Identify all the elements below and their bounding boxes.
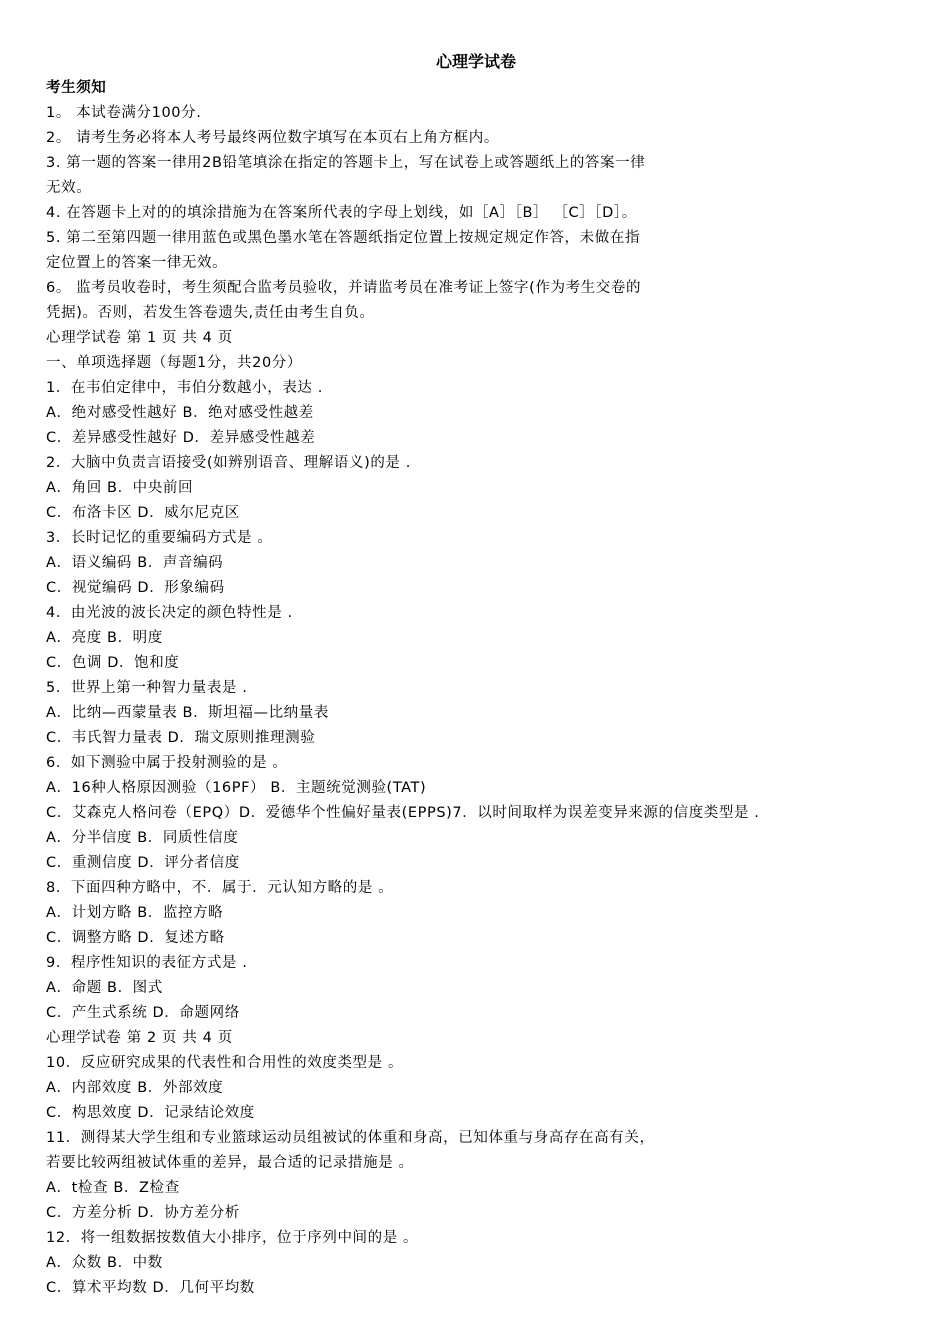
question-options: A．语义编码 B．声音编码 — [46, 555, 224, 571]
question: 11．测得某大学生组和专业篮球运动员组被试的体重和身高，已知体重与身高存在高有关， — [46, 1130, 655, 1146]
question-options: A．16种人格原因测验（16PF） B．主题统觉测验(TAT) — [46, 780, 427, 796]
question: 10．反应研究成果的代表性和合用性的效度类型是 。 — [46, 1055, 404, 1071]
question: 若要比较两组被试体重的差异，最合适的记录措施是 。 — [46, 1155, 414, 1171]
notice-item: 凭据)。否则，若发生答卷遗失,责任由考生自负。 — [46, 305, 375, 321]
question: 4．由光波的波长决定的颜色特性是 . — [46, 605, 293, 621]
question: 2．大脑中负责言语接受(如辨别语音、理解语义)的是 . — [46, 455, 411, 471]
question: 9．程序性知识的表征方式是 . — [46, 955, 248, 971]
notice-item: 3. 第一题的答案一律用2B铅笔填涂在指定的答题卡上，写在试卷上或答题纸上的答案一律 — [46, 155, 646, 171]
notice-item: 5. 第二至第四题一律用蓝色或黑色墨水笔在答题纸指定位置上按规定规定作答，未做在指 — [46, 230, 641, 246]
notice-item: 2。 请考生务必将本人考号最终两位数字填写在本页右上角方框内。 — [46, 130, 499, 146]
question-options: C．方差分析 D．协方差分析 — [46, 1205, 240, 1221]
question-options: A．计划方略 B．监控方略 — [46, 905, 224, 921]
question-options: A．亮度 B．明度 — [46, 630, 163, 646]
question-options: A．众数 B．中数 — [46, 1255, 163, 1271]
question: 8．下面四种方略中，不．属于．元认知方略的是 。 — [46, 880, 394, 896]
question-options: A．角回 B．中央前回 — [46, 480, 194, 496]
question-options: C．算术平均数 D．几何平均数 — [46, 1280, 255, 1296]
page-footer: 心理学试卷 第 1 页 共 4 页 — [46, 330, 233, 346]
notice-heading: 考生须知 — [46, 80, 107, 96]
question-options: A．命题 B．图式 — [46, 980, 163, 996]
page-footer: 心理学试卷 第 2 页 共 4 页 — [46, 1030, 233, 1046]
question-options: A．比纳—西蒙量表 B．斯坦福—比纳量表 — [46, 705, 329, 721]
question-options: C．艾森克人格问卷（EPQ）D．爱德华个性偏好量表(EPPS)7．以时间取样为误差变异来源的信度类型是 . — [46, 805, 760, 821]
question-options: C．韦氏智力量表 D．瑞文原则推理测验 — [46, 730, 316, 746]
page-title: 心理学试卷 — [435, 52, 516, 71]
question-options: C．重测信度 D．评分者信度 — [46, 855, 240, 871]
notice-item: 无效。 — [46, 180, 92, 196]
question-options: C．构思效度 D．记录结论效度 — [46, 1105, 255, 1121]
notice-item: 4. 在答题卡上对的的填涂措施为在答案所代表的字母上划线，如［A］［B］ ［C］［D］。 — [46, 205, 637, 221]
question-options: C．产生式系统 D．命题网络 — [46, 1005, 240, 1021]
question-options: A．t检查 B．Z检查 — [46, 1180, 180, 1196]
exam-page — [46, 48, 906, 1301]
notice-item: 6。 监考员收卷时，考生须配合监考员验收，并请监考员在准考证上签字(作为考生交卷的 — [46, 280, 642, 296]
question: 6．如下测验中属于投射测验的是 。 — [46, 755, 288, 771]
question-options: A．分半信度 B．同质性信度 — [46, 830, 239, 846]
notice-item: 1。 本试卷满分100分. — [46, 105, 202, 121]
question-options: A．绝对感受性越好 B．绝对感受性越差 — [46, 405, 314, 421]
notice-item: 定位置上的答案一律无效。 — [46, 255, 228, 271]
question: 1．在韦伯定律中，韦伯分数越小，表达 . — [46, 380, 323, 396]
question: 3．长时记忆的重要编码方式是 。 — [46, 530, 273, 546]
section-heading: 一、单项选择题（每题1分，共20分） — [46, 355, 302, 371]
question: 5．世界上第一种智力量表是 . — [46, 680, 248, 696]
question-options: A．内部效度 B．外部效度 — [46, 1080, 224, 1096]
question-options: C．调整方略 D．复述方略 — [46, 930, 225, 946]
question-options: C．差异感受性越好 D．差异感受性越差 — [46, 430, 316, 446]
question: 12．将一组数据按数值大小排序，位于序列中间的是 。 — [46, 1230, 419, 1246]
question-options: C．色调 D．饱和度 — [46, 655, 180, 671]
exam-body — [46, 76, 906, 1301]
question-options: C．布洛卡区 D．威尔尼克区 — [46, 505, 240, 521]
question-options: C．视觉编码 D．形象编码 — [46, 580, 225, 596]
